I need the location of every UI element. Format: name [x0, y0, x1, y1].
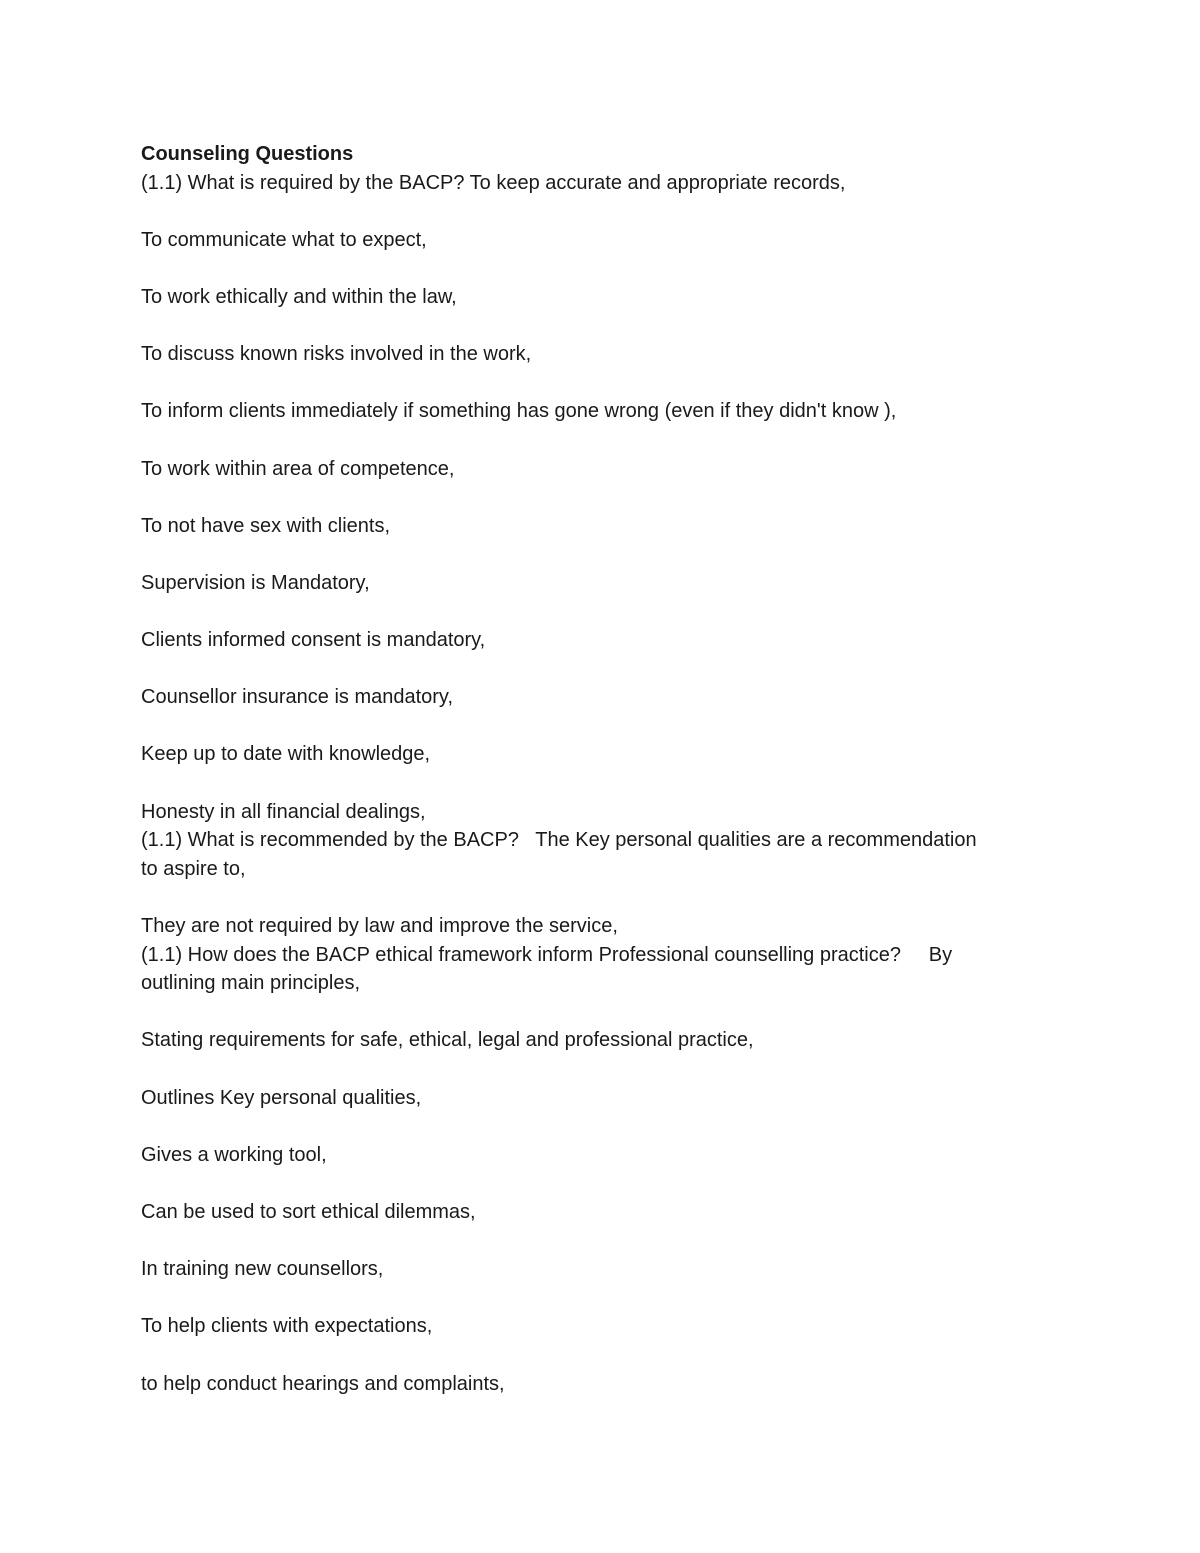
blank-line	[141, 1227, 1051, 1256]
document-body	[141, 140, 1051, 1398]
blank-line	[141, 598, 1051, 627]
blank-line	[141, 769, 1051, 798]
blank-line	[141, 483, 1051, 512]
text-line: Supervision is Mandatory,	[141, 571, 370, 594]
text-line: To help clients with expectations,	[141, 1315, 433, 1338]
text-line: to help conduct hearings and complaints,	[141, 1372, 505, 1395]
blank-line	[141, 1112, 1051, 1141]
text-line: They are not required by law and improve the service,	[141, 915, 618, 938]
blank-line	[141, 1055, 1051, 1084]
text-line: Honesty in all financial dealings,	[141, 800, 426, 823]
text-line: To work ethically and within the law,	[141, 285, 457, 308]
text-line: To work within area of competence,	[141, 457, 455, 480]
text-line: In training new counsellors,	[141, 1258, 384, 1281]
text-line: Keep up to date with knowledge,	[141, 743, 431, 766]
blank-line	[141, 998, 1051, 1027]
blank-line	[141, 883, 1051, 912]
text-line: (1.1) How does the BACP ethical framework inform Professional counselling practice? By	[141, 943, 953, 966]
blank-line	[141, 312, 1051, 341]
blank-line	[141, 197, 1051, 226]
document-lines	[141, 169, 1051, 1399]
text-line: Clients informed consent is mandatory,	[141, 629, 486, 652]
blank-line	[141, 1341, 1051, 1370]
text-line: outlining main principles,	[141, 972, 361, 995]
text-line: To communicate what to expect,	[141, 228, 427, 251]
text-line: Can be used to sort ethical dilemmas,	[141, 1200, 476, 1223]
text-line: To inform clients immediately if something has gone wrong (even if they didn't know ),	[141, 400, 897, 423]
text-line: Counsellor insurance is mandatory,	[141, 686, 454, 709]
blank-line	[141, 655, 1051, 684]
blank-line	[141, 712, 1051, 741]
text-line: (1.1) What is required by the BACP? To keep accurate and appropriate records,	[141, 171, 846, 194]
text-line: (1.1) What is recommended by the BACP? The Key personal qualities are a recommendation	[141, 829, 977, 852]
text-line: To discuss known risks involved in the work,	[141, 343, 532, 366]
blank-line	[141, 1169, 1051, 1198]
blank-line	[141, 540, 1051, 569]
text-line: Gives a working tool,	[141, 1143, 327, 1166]
blank-line	[141, 369, 1051, 398]
text-line: Stating requirements for safe, ethical, legal and professional practice,	[141, 1029, 754, 1052]
document-title: Counseling Questions	[141, 143, 354, 165]
blank-line	[141, 426, 1051, 455]
text-line: to aspire to,	[141, 857, 246, 880]
text-line: Outlines Key personal qualities,	[141, 1086, 422, 1109]
blank-line	[141, 254, 1051, 283]
blank-line	[141, 1284, 1051, 1313]
text-line: To not have sex with clients,	[141, 514, 391, 537]
